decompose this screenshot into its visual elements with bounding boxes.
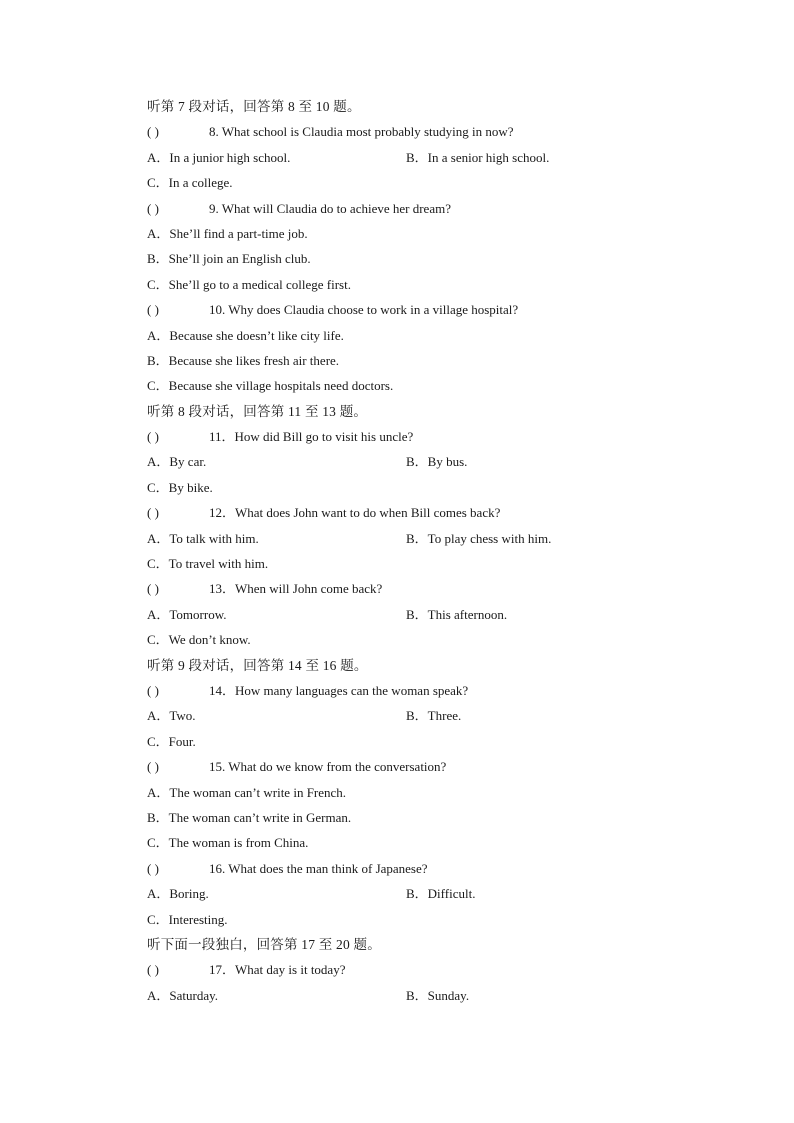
answer-blank: ( ) [147,429,159,445]
answer-blank: ( ) [147,302,159,318]
option-a: A．In a junior high school. [147,149,291,165]
option-b: B．This afternoon. [406,606,508,622]
option-line: C．The woman is from China. [147,835,309,851]
answer-blank: ( ) [147,759,159,775]
answer-blank: ( ) [147,962,159,978]
option-b: B．Three. [406,708,462,724]
answer-blank: ( ) [147,124,159,140]
section-heading: 听第 8 段对话，回答第 11 至 13 题。 [147,403,368,419]
option-line: B．The woman can’t write in German. [147,809,352,825]
option-b: B．To play chess with him. [406,530,552,546]
question-text: 12．What does John want to do when Bill comes back? [209,505,501,521]
option-line: C．She’ll go to a medical college first. [147,276,351,292]
option-row [147,983,707,1008]
option-row [147,602,707,627]
section-heading: 听下面一段独白，回答第 17 至 20 题。 [147,936,381,952]
option-a: A．Boring. [147,886,209,902]
option-line: C．Because she village hospitals need doctors. [147,378,394,394]
answer-blank: ( ) [147,581,159,597]
option-line: C．We don’t know. [147,632,251,648]
option-a: A．Tomorrow. [147,606,227,622]
option-b: B．By bus. [406,454,468,470]
question-text: 15. What do we know from the conversation? [209,759,447,775]
answer-blank: ( ) [147,505,159,521]
option-line: B．Because she likes fresh air there. [147,352,340,368]
option-line: A．Because she doesn’t like city life. [147,327,344,343]
question-line [147,678,707,703]
option-line: C．Interesting. [147,911,228,927]
question-line [147,297,707,322]
section-heading: 听第 7 段对话，回答第 8 至 10 题。 [147,99,361,114]
question-text: 17．What day is it today? [209,962,346,978]
option-a: A．Saturday. [147,987,219,1003]
option-line: C．In a college. [147,175,233,191]
question-text: 10. Why does Claudia choose to work in a village hospital? [209,302,519,318]
option-a: A．To talk with him. [147,530,259,546]
option-row [147,526,707,551]
section-heading: 听第 9 段对话，回答第 14 至 16 题。 [147,657,368,673]
option-line: C．To travel with him. [147,556,269,572]
answer-blank: ( ) [147,200,159,216]
option-row [147,449,707,474]
option-a: A．Two. [147,708,196,724]
question-text: 9. What will Claudia do to achieve her dream? [209,200,451,216]
question-line [147,957,707,982]
option-line: A．She’ll find a part-time job. [147,225,308,241]
question-line [147,754,707,779]
question-text: 8. What school is Claudia most probably studying in now? [209,124,514,140]
question-line [147,196,707,221]
option-line: C．Four. [147,733,196,749]
option-row [147,145,707,170]
question-line [147,119,707,144]
option-a: A．By car. [147,454,207,470]
option-line: B．She’ll join an English club. [147,251,311,267]
question-text: 14．How many languages can the woman speak? [209,682,469,698]
question-line [147,856,707,881]
option-b: B．In a senior high school. [406,149,550,165]
question-text: 11．How did Bill go to visit his uncle? [209,429,414,445]
answer-blank: ( ) [147,682,159,698]
option-line: A．The woman can’t write in French. [147,784,347,800]
option-row [147,881,707,906]
question-line [147,424,707,449]
option-row [147,703,707,728]
question-line [147,500,707,525]
option-b: B．Difficult. [406,886,476,902]
question-text: 13．When will John come back? [209,581,383,597]
option-line: C．By bike. [147,479,213,495]
answer-blank: ( ) [147,860,159,876]
question-text: 16. What does the man think of Japanese? [209,860,428,876]
question-line [147,576,707,601]
option-b: B．Sunday. [406,987,470,1003]
document-page [147,94,707,1008]
